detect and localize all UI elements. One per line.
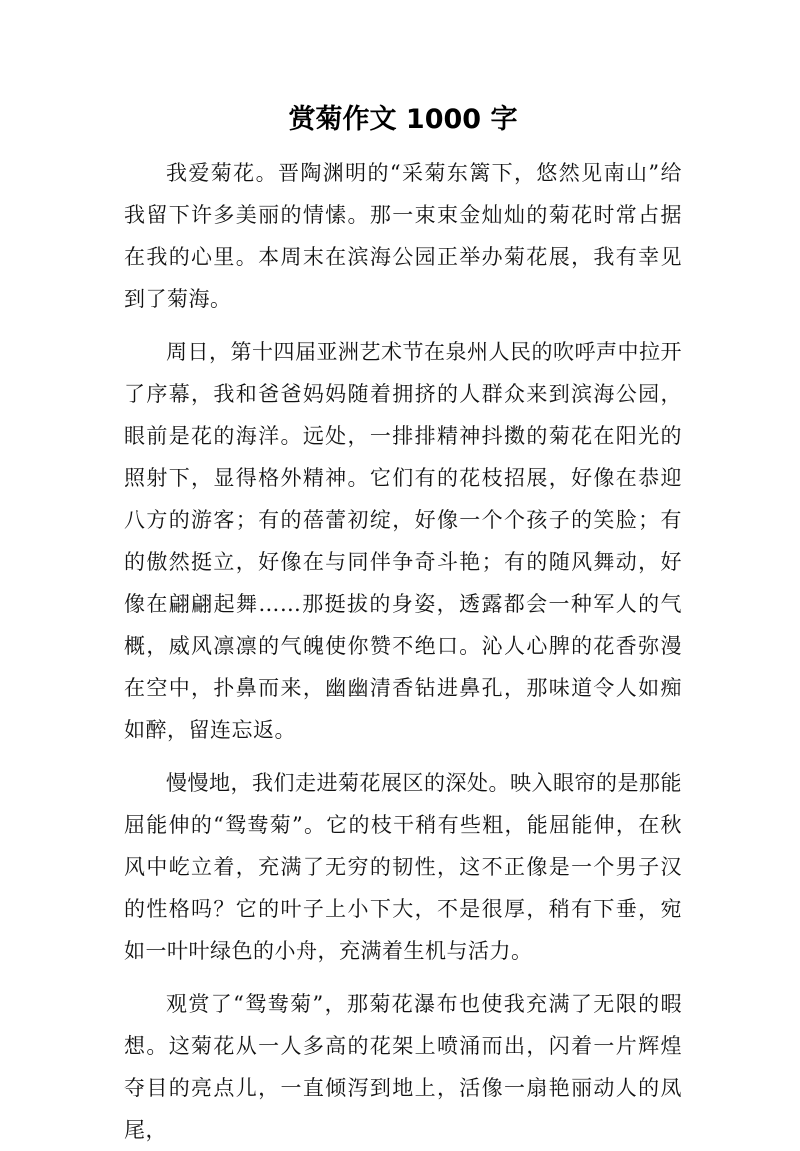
paragraph-4: 观赏了“鸳鸯菊”，那菊花瀑布也使我充满了无限的暇想。这菊花从一人多高的花架上喷涌而出，闪着一片辉煌夺目的亮点儿，一直倾泻到地上，活像一扇艳丽动人的凤尾， bbox=[124, 992, 682, 1142]
paragraph-2: 周日，第十四届亚洲艺术节在泉州人民的吹呼声中拉开了序幕，我和爸爸妈妈随着拥挤的人群众来到滨海公园，眼前是花的海洋。远处，一排排精神抖擞的菊花在阳光的照射下，显得格外精神。它们有的花枝招展，好像在恭迎八方的游客；有的蓓蕾初绽，好像一个个孩子的笑脸；有的傲然挺立，好像在与同伴争奇斗艳；有的随风舞动，好像在翩翩起舞……那挺拔的身姿，透露都会一种军人的气概，威风凛凛的气魄使你赞不绝口。沁人心脾的花香弥漫在空中，扑鼻而来，幽幽清香钻进鼻孔，那味道令人如痴如醉，留连忘返。 bbox=[124, 340, 682, 742]
document-body bbox=[124, 152, 682, 1151]
document-title: 赏菊作文 1000 字 bbox=[288, 104, 518, 135]
paragraph-3: 慢慢地，我们走进菊花展区的深处。映入眼帘的是那能屈能伸的“鸳鸯菊”。它的枝干稍有些粗，能屈能伸，在秋风中屹立着，充满了无穷的韧性，这不正像是一个男子汉的性格吗？它的叶子上小下大，不是很厚，稍有下垂，宛如一叶叶绿色的小舟，充满着生机与活力。 bbox=[124, 771, 682, 963]
paragraph-1: 我爱菊花。晋陶渊明的“采菊东篱下，悠然见南山”给我留下许多美丽的情愫。那一束束金灿灿的菊花时常占据在我的心里。本周末在滨海公园正举办菊花展，我有幸见到了菊海。 bbox=[124, 161, 682, 311]
